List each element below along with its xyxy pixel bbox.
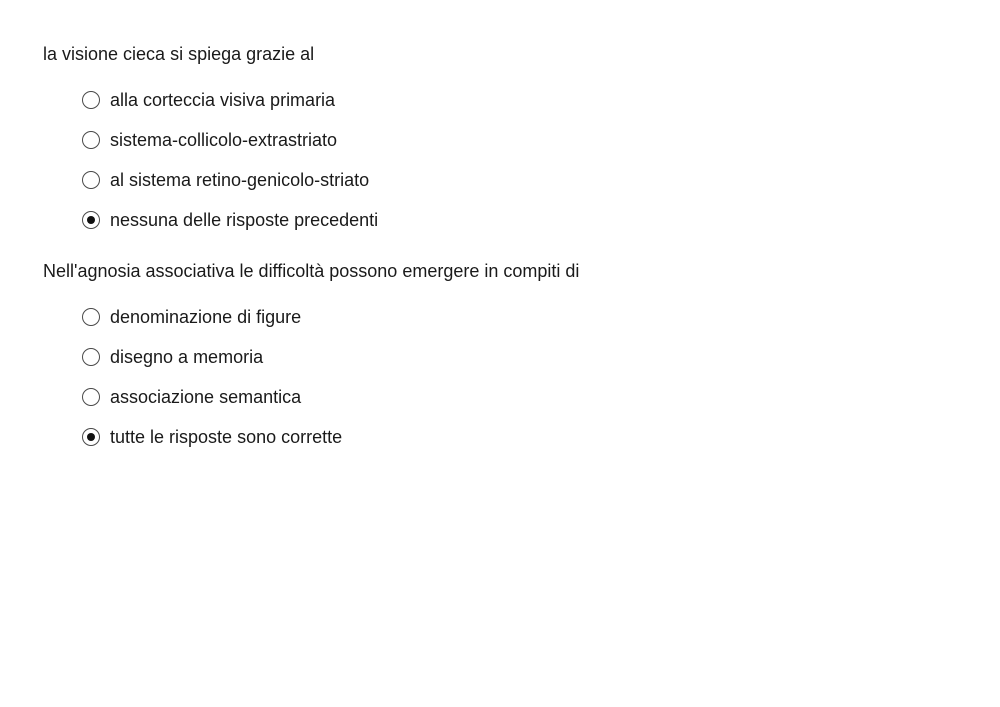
- answer-option[interactable]: [82, 80, 943, 120]
- question-1: [43, 43, 943, 240]
- answer-option[interactable]: [82, 200, 943, 240]
- question-text: la visione cieca si spiega grazie al: [43, 44, 315, 64]
- question-2: [43, 260, 943, 457]
- radio-button-icon[interactable]: [82, 388, 100, 406]
- answer-options: [43, 297, 943, 457]
- radio-button-icon[interactable]: [82, 428, 100, 446]
- answer-option-label: nessuna delle risposte precedenti: [110, 210, 379, 230]
- answer-option[interactable]: [82, 377, 943, 417]
- answer-option[interactable]: [82, 160, 943, 200]
- answer-option-label: tutte le risposte sono corrette: [110, 427, 343, 447]
- answer-option[interactable]: [82, 337, 943, 377]
- radio-button-icon[interactable]: [82, 211, 100, 229]
- answer-option-label: disegno a memoria: [110, 347, 264, 367]
- radio-button-icon[interactable]: [82, 171, 100, 189]
- answer-option-label: al sistema retino-genicolo-striato: [110, 170, 370, 190]
- radio-button-icon[interactable]: [82, 91, 100, 109]
- answer-option-label: alla corteccia visiva primaria: [110, 90, 336, 110]
- answer-option[interactable]: [82, 297, 943, 337]
- radio-button-icon[interactable]: [82, 308, 100, 326]
- radio-button-icon[interactable]: [82, 131, 100, 149]
- answer-option-label: denominazione di figure: [110, 307, 302, 327]
- answer-option[interactable]: [82, 120, 943, 160]
- radio-button-icon[interactable]: [82, 348, 100, 366]
- question-text: Nell'agnosia associativa le difficoltà possono emergere in compiti di: [43, 261, 580, 281]
- answer-option-label: sistema-collicolo-extrastriato: [110, 130, 338, 150]
- answer-option-label: associazione semantica: [110, 387, 302, 407]
- answer-option[interactable]: [82, 417, 943, 457]
- answer-options: [43, 80, 943, 240]
